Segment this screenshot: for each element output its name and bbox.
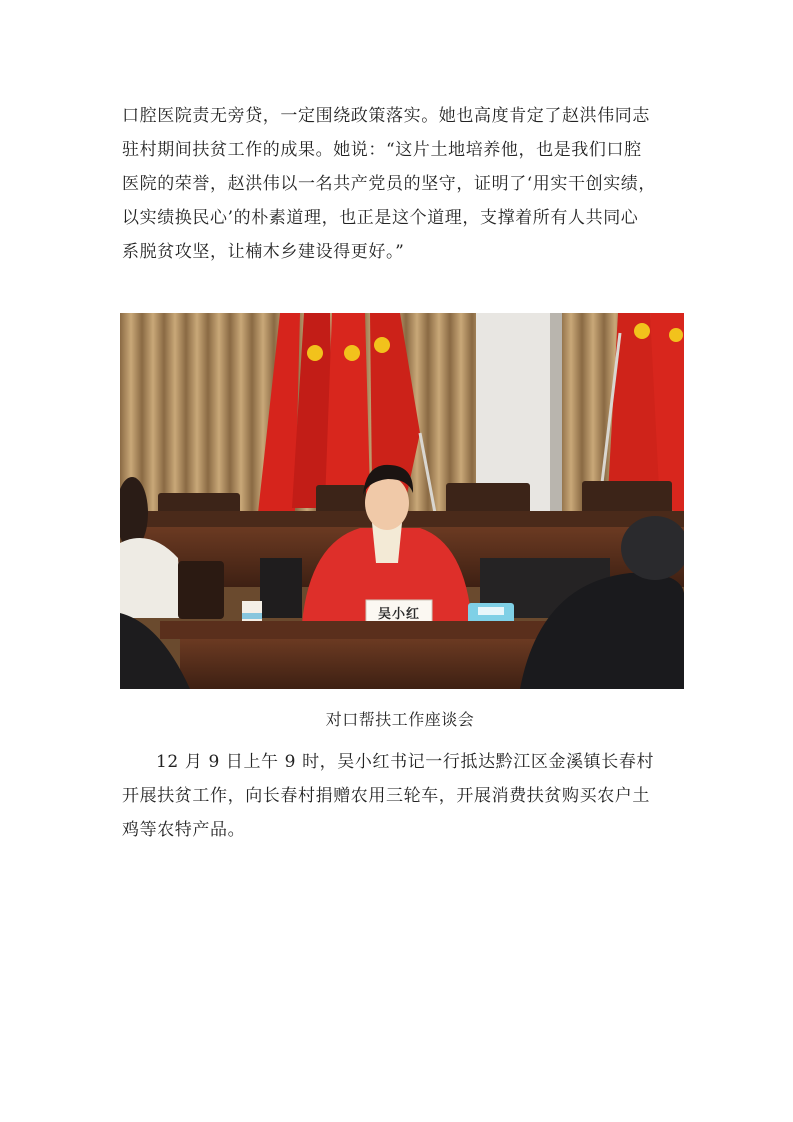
meeting-photo [120, 313, 684, 689]
paragraph-line: 系脱贫攻坚，让楠木乡建设得更好。” [122, 242, 405, 262]
paragraph-visit [122, 745, 678, 847]
paragraph-line: 开展扶贫工作，向长春村捐赠农用三轮车，开展消费扶贫购买农户土 [122, 786, 650, 806]
paragraph-line: 以实绩换民心’的朴素道理，也正是这个道理，支撑着所有人共同心 [122, 208, 639, 228]
paragraph-line: 驻村期间扶贫工作的成果。她说：“这片土地培养他，也是我们口腔 [122, 140, 642, 160]
paragraph-intro [122, 99, 678, 269]
paragraph-line: 医院的荣誉，赵洪伟以一名共产党员的坚守，证明了‘用实干创实绩， [122, 174, 657, 194]
paragraph-line: 鸡等农特产品。 [122, 820, 246, 840]
paragraph-line: 12 月 9 日上午 9 时，吴小红书记一行抵达黔江区金溪镇长春村 [156, 752, 655, 772]
name-card: 吴小红 [377, 607, 420, 622]
paragraph-line: 口腔医院责无旁贷，一定围绕政策落实。她也高度肯定了赵洪伟同志 [122, 106, 650, 126]
photo-caption: 对口帮扶工作座谈会 [325, 710, 475, 729]
